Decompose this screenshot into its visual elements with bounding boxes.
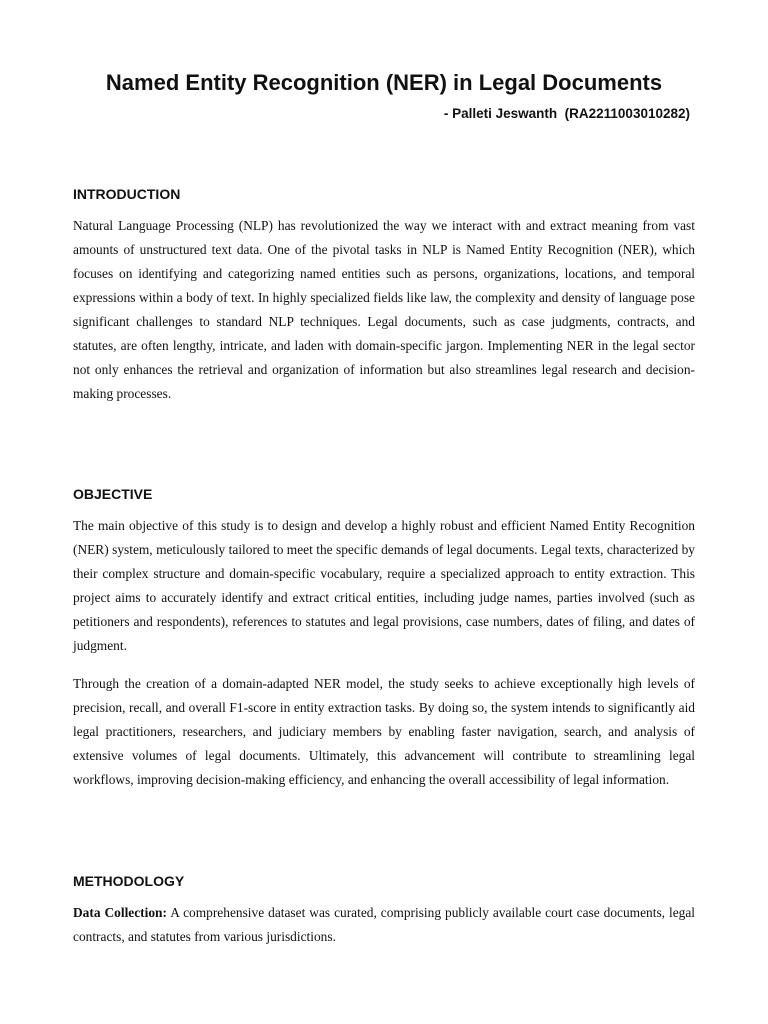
objective-heading: OBJECTIVE	[73, 486, 153, 502]
methodology-heading: METHODOLOGY	[73, 873, 185, 889]
objective-paragraph-1: The main objective of this study is to design and develop a highly robust and efficient Named Entity Recognition (NER) system, meticulously tailored to meet the specific demands of legal documents. Legal texts, characterized by their complex structure and domain-specific vocabulary, require a specialized approach to entity extraction. This project aims to accurately identify and extract critical entities, including judge names, parties involved (such as petitioners and respondents), references to statutes and legal provisions, case numbers, dates of filing, and dates of judgment.	[73, 518, 695, 653]
data-collection-text: A comprehensive dataset was curated, comprising publicly available court case documents, legal contracts, and statutes from various jurisdictions.	[73, 905, 695, 944]
author-line: - Palleti Jeswanth (RA2211003010282)	[443, 106, 690, 121]
data-collection-label: Data Collection:	[73, 905, 167, 920]
objective-paragraph-2: Through the creation of a domain-adapted NER model, the study seeks to achieve exceptionally high levels of precision, recall, and overall F1-score in entity extraction tasks. By doing so, the system intends to significantly aid legal practitioners, researchers, and judiciary members by enabling faster navigation, search, and analysis of extensive volumes of legal documents. Ultimately, this advancement will contribute to streamlining legal workflows, improving decision-making efficiency, and enhancing the overall accessibility of legal information.	[73, 676, 695, 787]
introduction-heading: INTRODUCTION	[73, 186, 181, 202]
document-title: Named Entity Recognition (NER) in Legal Documents	[105, 70, 663, 95]
introduction-paragraph: Natural Language Processing (NLP) has revolutionized the way we interact with and extract meaning from vast amounts of unstructured text data. One of the pivotal tasks in NLP is Named Entity Recognition (NER), which focuses on identifying and categorizing named entities such as persons, organizations, locations, and temporal expressions within a body of text. In highly specialized fields like law, the complexity and density of language pose significant challenges to standard NLP techniques. Legal documents, such as case judgments, contracts, and statutes, are often lengthy, intricate, and laden with domain-specific jargon. Implementing NER in the legal sector not only enhances the retrieval and organization of information but also streamlines legal research and decision-making processes.	[73, 218, 695, 401]
data-collection-paragraph	[73, 901, 695, 949]
